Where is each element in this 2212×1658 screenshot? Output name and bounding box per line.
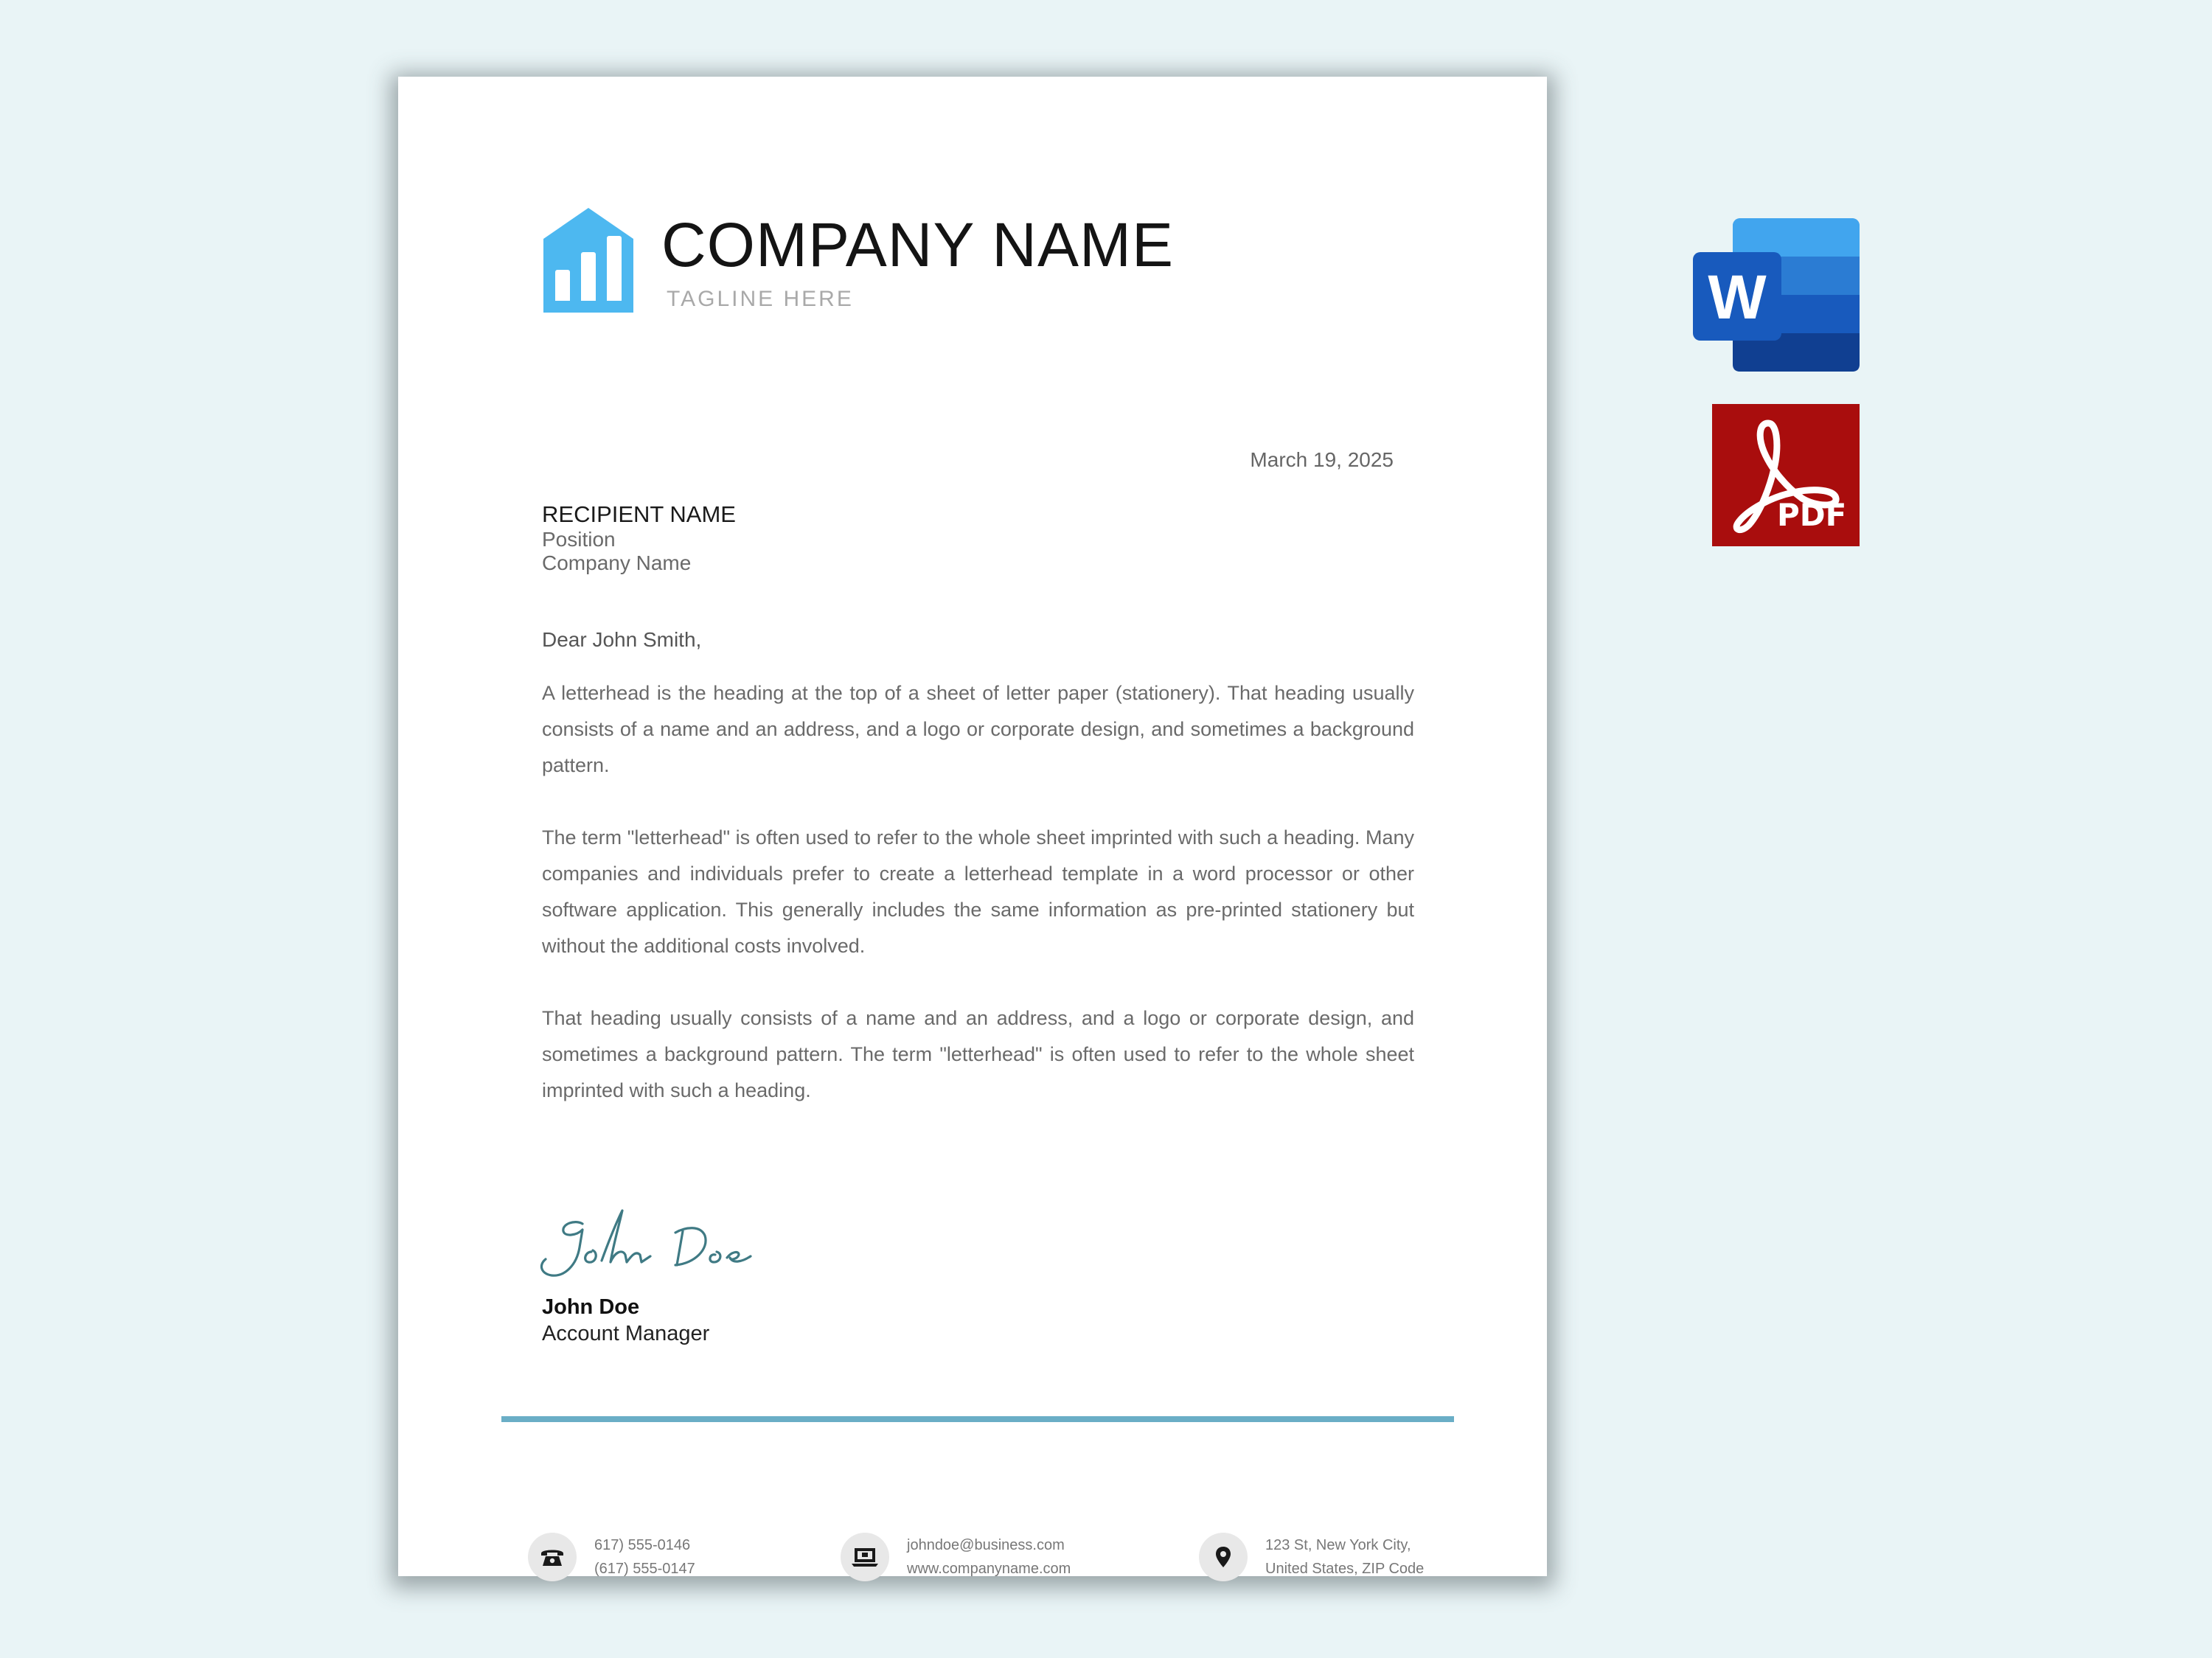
phone-icon	[540, 1546, 565, 1568]
phone-line-1: 617) 555-0146	[594, 1537, 691, 1553]
letterhead-page	[398, 77, 1547, 1576]
recipient-company: Company Name	[542, 551, 692, 574]
signer-title: Account Manager	[542, 1322, 710, 1345]
adobe-pdf-icon[interactable]	[1712, 404, 1860, 546]
location-pin-icon	[1214, 1545, 1232, 1569]
recipient-name: RECIPIENT NAME	[542, 501, 736, 527]
letter-body	[542, 675, 1414, 1145]
company-name: COMPANY NAME	[661, 210, 1174, 279]
tagline: TAGLINE HERE	[667, 287, 854, 311]
footer-divider	[501, 1416, 1454, 1422]
address-line-1: 123 St, New York City,	[1265, 1537, 1411, 1553]
footer-web	[841, 1533, 1071, 1581]
word-letter: W	[1708, 262, 1767, 332]
letter-date: March 19, 2025	[1250, 448, 1394, 471]
email-line: johndoe@business.com	[907, 1537, 1065, 1553]
body-paragraph-3: That heading usually consists of a name and an address, and a logo or corporate design, and sometimes a background pattern. The term "letterhead" is often used to refer to the whole sheet imprinted with such a heading.	[542, 1007, 1414, 1101]
pdf-label: PDF	[1777, 497, 1847, 533]
recipient-block	[542, 501, 736, 575]
greeting: Dear John Smith,	[542, 628, 702, 651]
signer-name: John Doe	[542, 1295, 640, 1319]
address-line-2: United States, ZIP Code	[1265, 1561, 1425, 1577]
laptop-icon	[852, 1546, 878, 1568]
signer-block	[542, 1294, 709, 1347]
handwritten-signature	[531, 1203, 759, 1292]
body-paragraph-2: The term "letterhead" is often used to refer to the whole sheet imprinted with such a heading. Many companies and individuals prefer to create a letterhead template in a word processor or other software application. This generally includes the same information as pre-printed stationery but without the additional costs involved.	[542, 826, 1414, 957]
recipient-position: Position	[542, 528, 616, 551]
building-chart-icon	[542, 206, 635, 314]
footer-phone	[528, 1533, 695, 1581]
microsoft-word-icon[interactable]	[1693, 218, 1860, 372]
phone-line-2: (617) 555-0147	[594, 1561, 695, 1577]
body-paragraph-1: A letterhead is the heading at the top of a sheet of letter paper (stationery). That heading usually consists of a name and an address, and a logo or corporate design, and sometimes a background pattern.	[542, 682, 1414, 776]
footer-address	[1199, 1533, 1424, 1581]
website-line: www.companyname.com	[907, 1561, 1071, 1577]
